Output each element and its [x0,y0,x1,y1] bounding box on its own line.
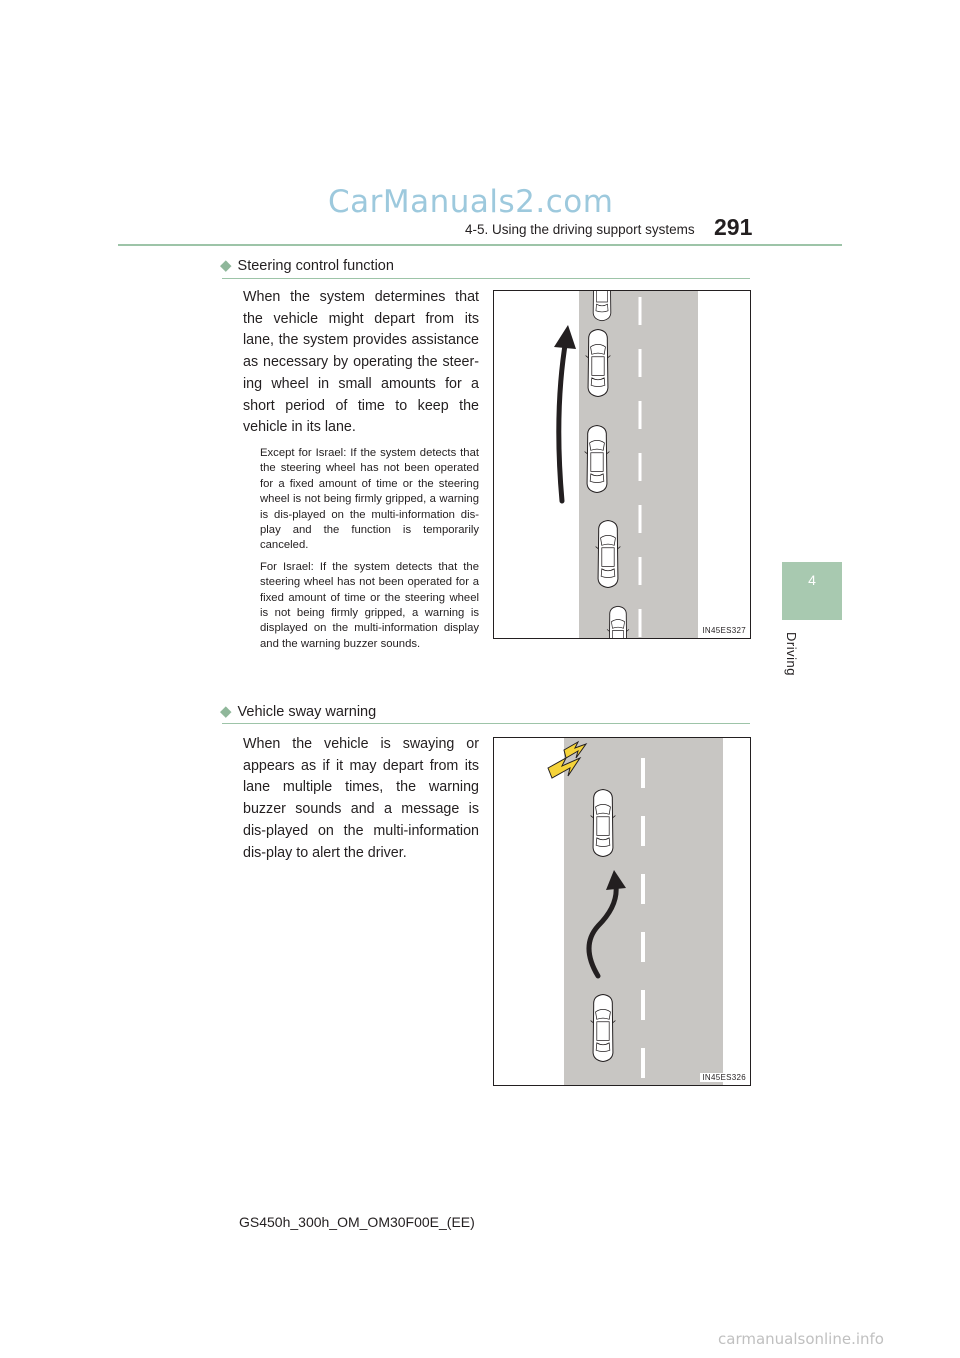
watermark-bottom: carmanualsonline.info [718,1330,884,1348]
document-code: GS450h_300h_OM_OM30F00E_(EE) [239,1214,475,1230]
sway-warning-figure [493,737,751,1086]
chapter-tab [782,562,842,620]
header-divider [118,244,842,246]
sway-illustration [494,738,750,1085]
chapter-number: 4 [808,572,816,588]
note-paragraph: Except for Israel: If the system detects that the steering wheel has not been operated for a fixed amount of time or the steering wheel is not being firmly gripped, a warning is dis-played on the multi-information dis-play and the function is temporarily canceled. [260,447,479,552]
watermark-top: CarManuals2.com [328,184,614,220]
chapter-label: Driving [784,632,799,676]
diamond-icon: ◆ [220,257,232,274]
steering-control-figure [493,290,751,639]
note-paragraph: For Israel: If the system detects that the steering wheel has not been operated for a fixed amount of time or the steering wheel is not being firmly gripped, a warning is displayed on the multi-information display and the warning buzzer sounds. [260,560,479,650]
section-heading-steering [220,256,394,274]
body-paragraph: When the system determines that the vehicle might depart from its lane, the system provides assistance as necessary by operating the steer-ing wheel in small amounts for a short period of time to keep the vehicle in its lane. [243,289,479,436]
section-rule [222,723,750,724]
section-heading-label: Vehicle sway warning [237,704,377,720]
page-number: 291 [714,214,753,240]
section-heading-label: Steering control function [237,258,394,274]
figure-id: IN45ES326 [702,1073,746,1082]
note-block [260,446,479,658]
body-paragraph: When the vehicle is swaying or appears as if it may depart from its lane multiple times, the warning buzzer sounds and a message is dis-played on the multi-information dis-play to alert the driver. [243,736,479,861]
steering-illustration [494,291,750,638]
diamond-icon: ◆ [220,703,232,720]
figure-id: IN45ES327 [702,626,746,635]
section-rule [222,278,750,279]
section-title: 4-5. Using the driving support systems [465,222,695,237]
section-heading-sway [220,702,376,720]
